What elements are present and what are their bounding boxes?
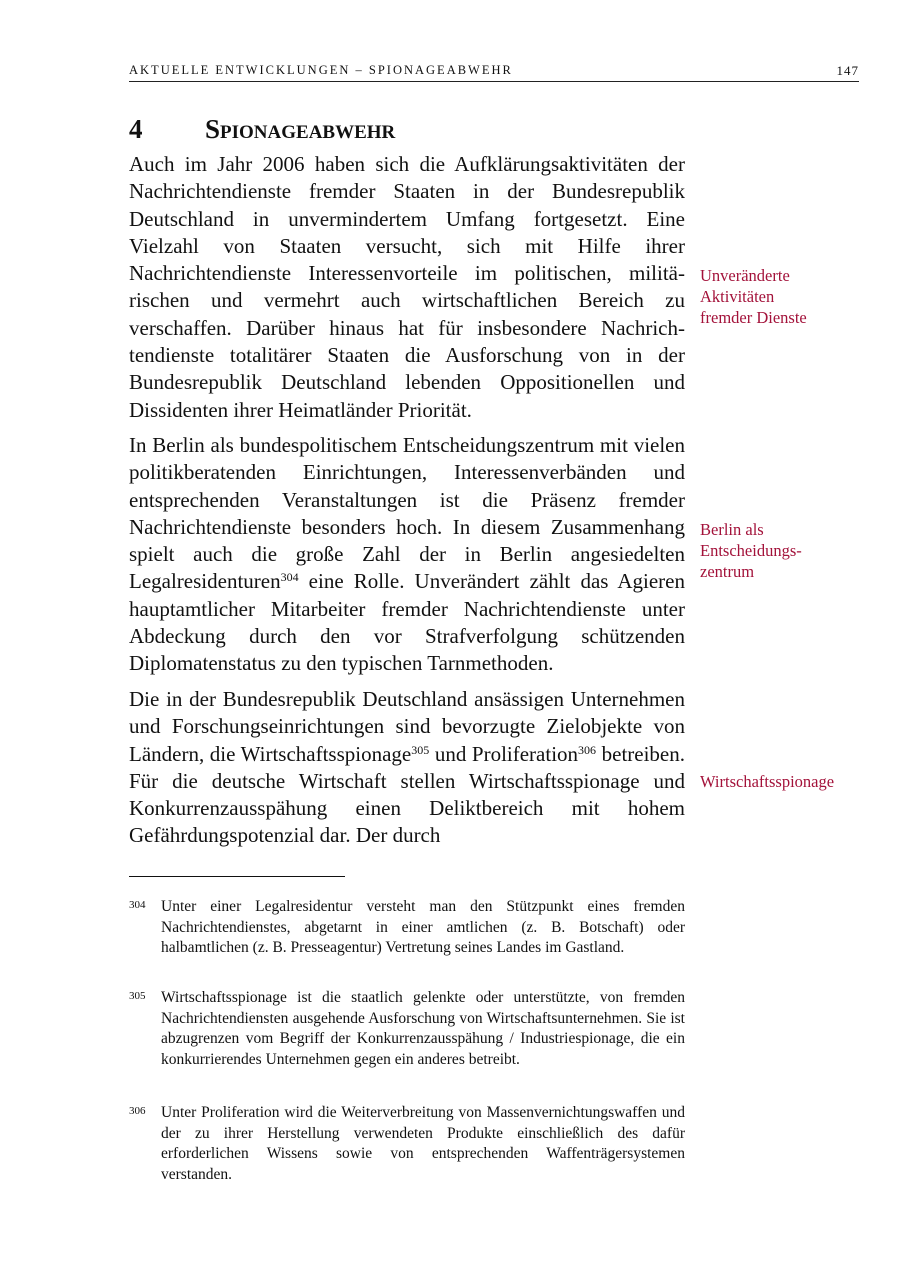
footnote-divider: [129, 876, 345, 877]
footnote-text: Wirtschaftsspionage ist die staatlich gelenkte oder unterstützte, von fremden Nachrichtendiensten ausgehende Ausforschung von Wirtschaftsunternehmen. Sie ist abzugrenzen vom Begriff der Konkurrenzausspähung / Industriespionage, die ein konkurrierendes Unternehmen gegen ein anderes betreibt.: [161, 989, 685, 1068]
paragraph-2-text-a: In Berlin als bundespolitischem Entscheidungszentrum mit vielen politikberatenden Einrichtungen, Interessenverbänden und entsprechenden Veranstaltungen ist die Präsenz fremder Nachrichtendienste besonders hoch. In diesem Zusammenhang spielt auch die große Zahl der in Berlin angesiedelten Legalresidenturen: [129, 433, 685, 594]
footnote-304: [129, 897, 685, 959]
chapter-number: 4: [129, 114, 143, 144]
footnote-text: Unter einer Legalresidentur versteht man den Stützpunkt eines fremden Nachrichtendienstes, abgetarnt in einer amtlichen (z. B. Botschaft) oder halbamtlichen (z. B. Presseagentur) Vertretung seines Landes im Gastland.: [161, 898, 685, 957]
margin-note-3: Wirtschaftsspionage: [700, 772, 835, 791]
paragraph-3-text-a: Die in der Bundesrepublik Deutschland ansässigen Unternehmen und Forschungseinrichtungen sind bevorzugte Zielobjekte von Ländern, die Wirtschaftsspionage: [129, 687, 685, 766]
paragraph-3-text-b: und Proliferation: [429, 741, 579, 766]
chapter-heading: [129, 112, 395, 146]
running-title: AKTUELLE ENTWICKLUNGEN – SPIONAGEABWEHR: [129, 63, 513, 77]
paragraph-3-text-c: betreiben. Für die deutsche Wirtschaft stellen Wirtschaftsspionage und Konkurrenzausspähung einen Deliktbereich mit hohem Gefährdungspotenzial dar. Der durch: [129, 741, 685, 848]
paragraph-2-text-b: eine Rolle. Unverändert zählt das Agieren hauptamtlicher Mitarbeiter fremder Nachrichtendienste unter Abdeckung durch den vor Strafverfolgung schützenden Diplomatenstatus zu den typischen Tarnmethoden.: [129, 569, 685, 676]
footnote-ref-305[interactable]: 305: [411, 742, 430, 757]
page-number: 147: [836, 63, 859, 78]
footnote-ref-304[interactable]: 304: [280, 570, 299, 585]
chapter-title: Spionageabwehr: [205, 114, 396, 144]
paragraph-1: Auch im Jahr 2006 haben sich die Aufklärungsaktivitäten der Nachrichtendienste fremder Staaten in der Bundesrepublik Deutschland in unvermindertem Umfang fortgesetzt. Eine Vielzahl von Staaten versucht, sich mit Hilfe ihrer Nachrichtendienste Interessenvorteile im politischen, militärischen und vermehrt auch wirtschaftlichen Bereich zu verschaffen. Darüber hinaus hat für insbesondere Nachrichtendienste totalitärer Staaten die Ausforschung von in der Bundesrepublik Deutschland lebenden Oppositionellen und Dissidenten ihrer Heimatländer Priorität.: [129, 152, 685, 422]
paragraph-3: [129, 686, 685, 850]
footnote-number: 306: [129, 1105, 146, 1117]
footnote-number: 305: [129, 990, 146, 1002]
footnote-305: [129, 988, 685, 1070]
paragraph-2: [129, 432, 685, 678]
footnote-ref-306[interactable]: 306: [578, 742, 597, 757]
margin-note-2: Berlin als Entscheidungszentrum: [700, 520, 802, 581]
running-header: [129, 61, 859, 82]
footnote-text: Unter Proliferation wird die Weiterverbreitung von Massenvernichtungswaffen und der zu ihrer Herstellung verwendeten Produkte einschließlich des dafür erforderlichen Wissens sowie von entsprechenden Waffenträgersystemen verstanden.: [161, 1104, 685, 1183]
footnote-306: [129, 1103, 685, 1185]
footnote-number: 304: [129, 899, 146, 911]
margin-note-1: Unveränderte Aktivitäten fremder Dienste: [700, 266, 807, 327]
